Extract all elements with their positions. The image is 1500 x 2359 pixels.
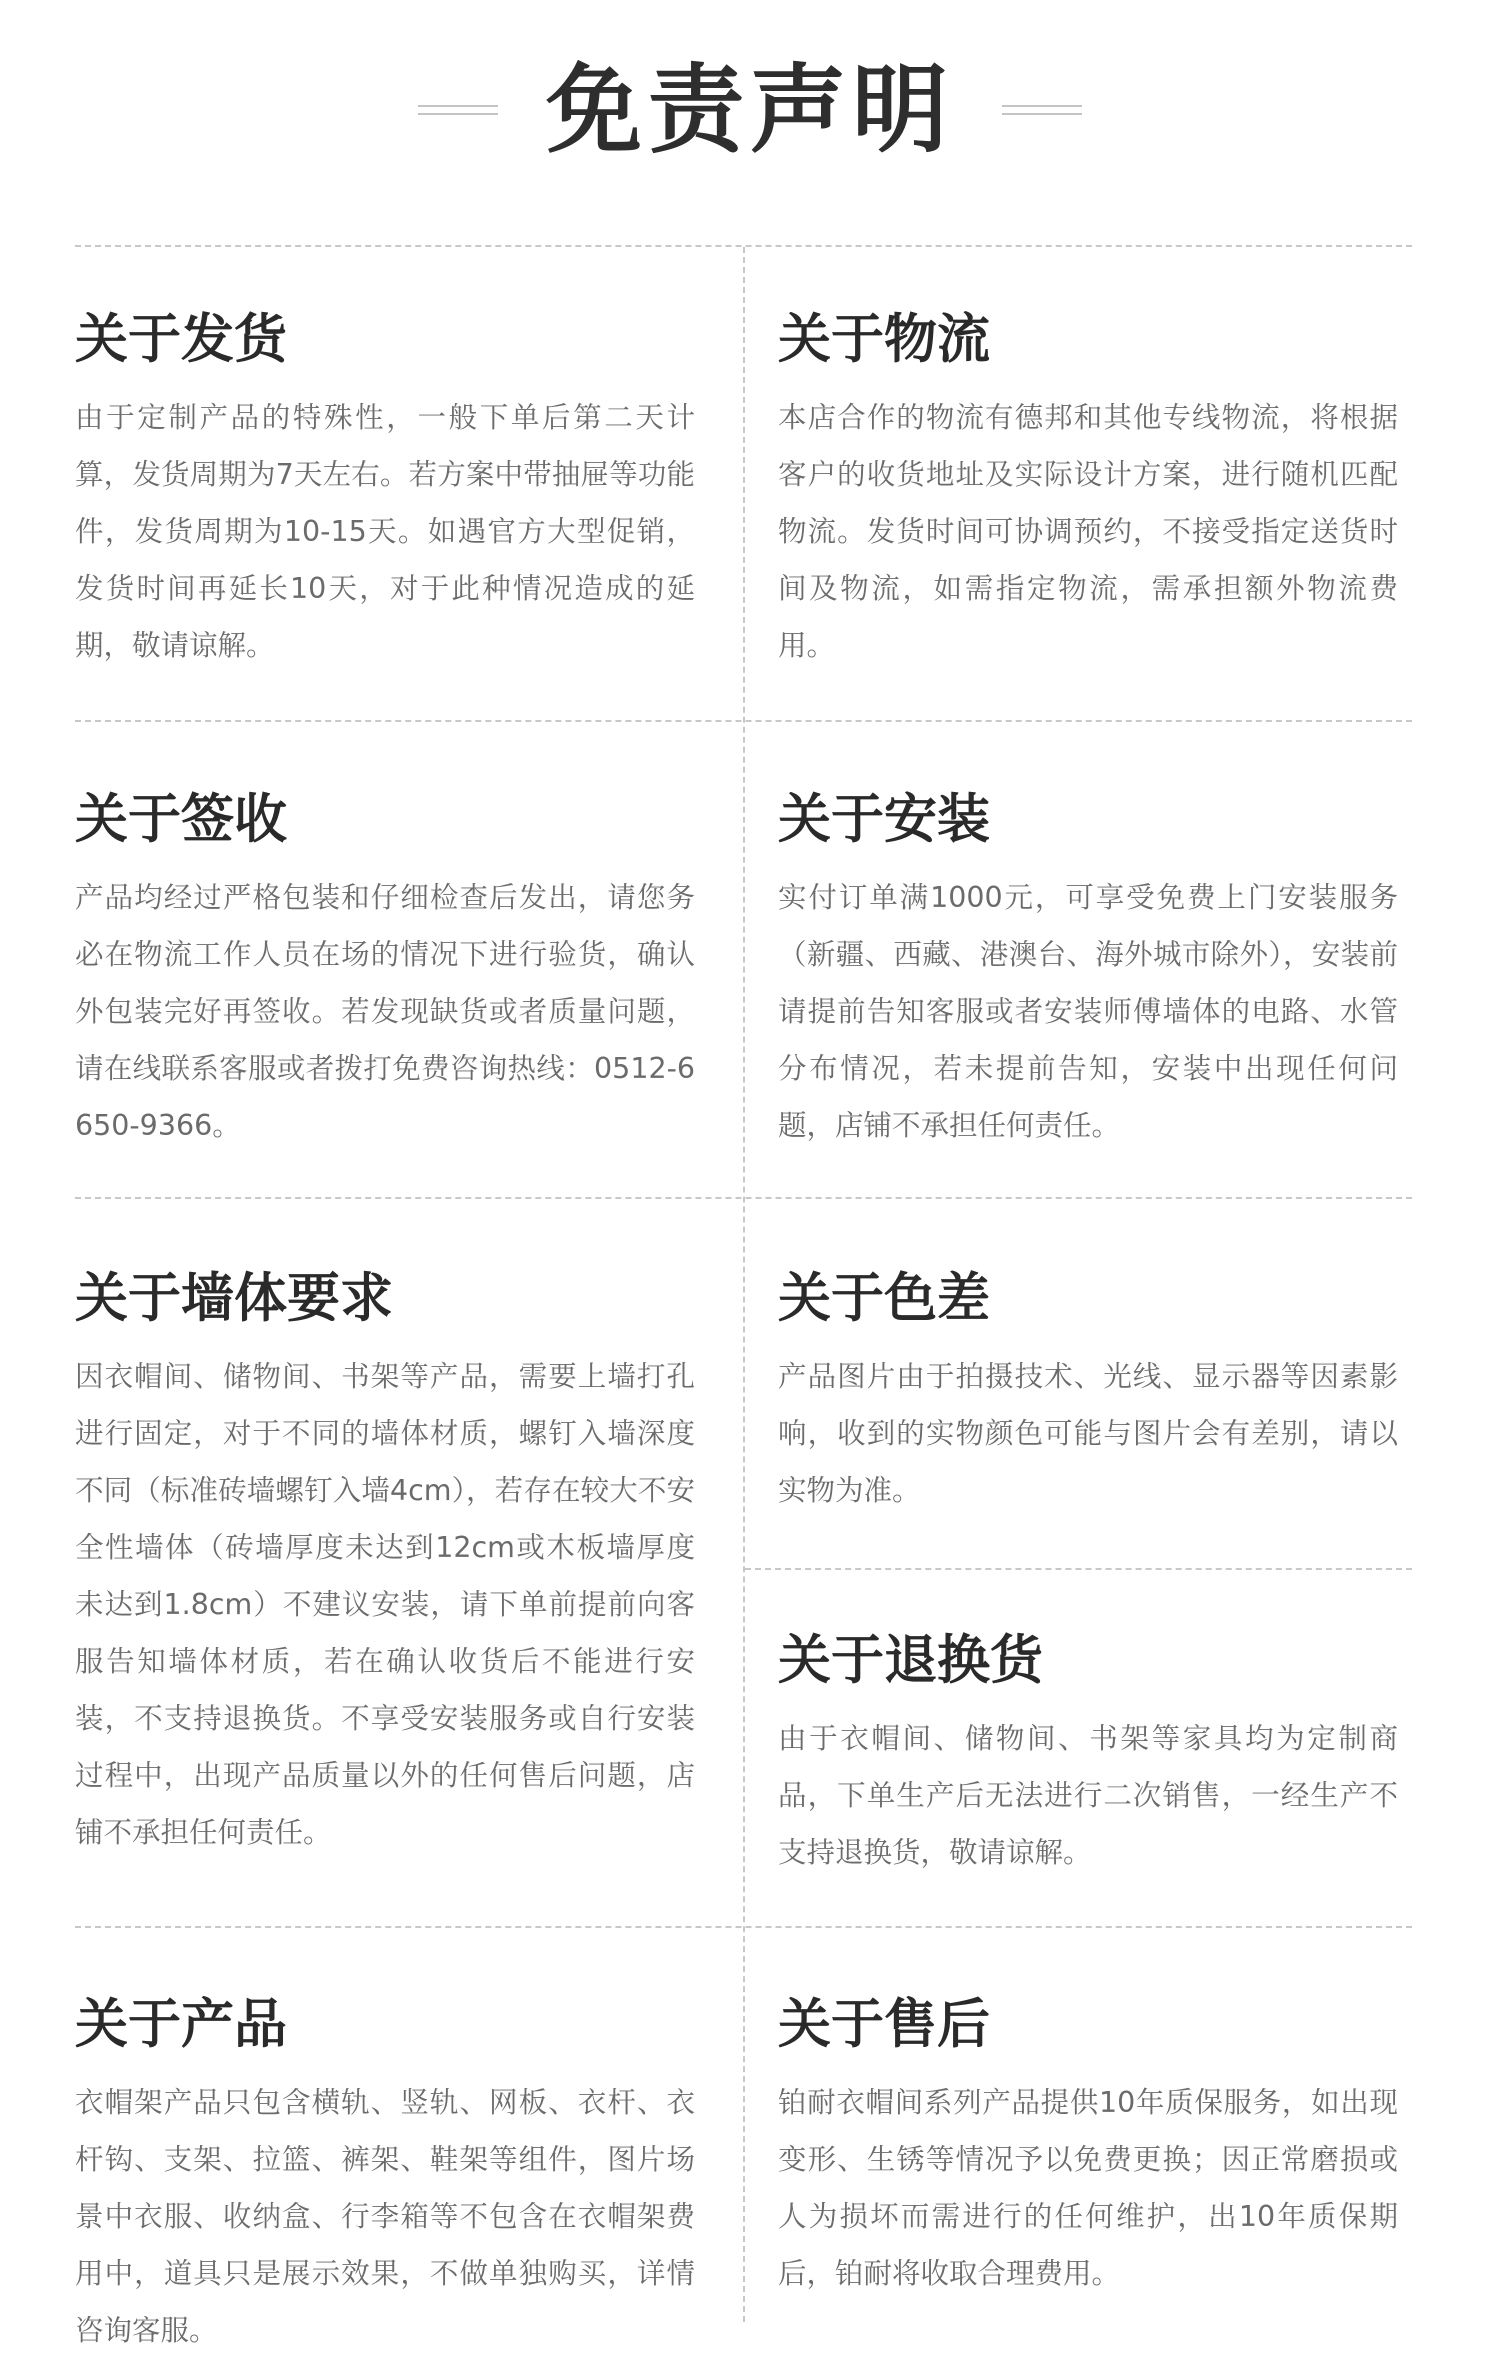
section-body: 因衣帽间、储物间、书架等产品，需要上墙打孔进行固定，对于不同的墙体材质，螺钉入墙深度不同（标准砖墙螺钉入墙4cm），若存在较大不安全性墙体（砖墙厚度未达到12cm或木板墙厚度未达到1.8cm）不建议安装，请下单前提前向客服告知墙体材质，若在确认收货后不能进行安装，不支持退换货。不享受安装服务或自行安装过程中，出现产品质量以外的任何售后问题，店铺不承担任何责任。 (75, 1360, 695, 1849)
section-body: 本店合作的物流有德邦和其他专线物流，将根据客户的收货地址及实际设计方案，进行随机匹配物流。发货时间可协调预约，不接受指定送货时间及物流，如需指定物流，需承担额外物流费用。 (778, 401, 1398, 662)
section-body: 实付订单满1000元，可享受免费上门安装服务（新疆、西藏、港澳台、海外城市除外），安装前请提前告知客服或者安装师傅墙体的电路、水管分布情况，若未提前告知，安装中出现任何问题，店铺不承担任何责任。 (778, 881, 1398, 1142)
section-wall (75, 1266, 695, 1861)
page-title: 免责声明 (546, 54, 954, 166)
section-body: 由于衣帽间、储物间、书架等家具均为定制商品，下单生产后无法进行二次销售，一经生产不支持退换货，敬请谅解。 (778, 1722, 1398, 1869)
section-body: 由于定制产品的特殊性，一般下单后第二天计算，发货周期为7天左右。若方案中带抽屉等功能件，发货周期为10-15天。如遇官方大型促销，发货时间再延长10天，对于此种情况造成的延期，敬请谅解。 (75, 401, 695, 662)
section-heading: 关于墙体要求 (75, 1268, 393, 1329)
section-heading: 关于发货 (75, 309, 287, 370)
section-body: 产品均经过严格包装和仔细检查后发出，请您务必在物流工作人员在场的情况下进行验货，确认外包装完好再签收。若发现缺货或者质量问题，请在线联系客服或者拨打免费咨询热线：0512-6650-9366。 (75, 881, 695, 1142)
section-shipping (75, 307, 695, 674)
section-color (778, 1266, 1398, 1519)
section-body: 铂耐衣帽间系列产品提供10年质保服务，如出现变形、生锈等情况予以免费更换；因正常磨损或人为损坏而需进行的任何维护，出10年质保期后，铂耐将收取合理费用。 (778, 2086, 1398, 2290)
section-heading: 关于安装 (778, 789, 990, 850)
section-heading: 关于色差 (778, 1268, 990, 1329)
divider-right-color (745, 1568, 1412, 1570)
section-product (75, 1992, 695, 2359)
section-heading: 关于产品 (75, 1994, 287, 2055)
page-header (0, 50, 1500, 170)
title-left-decoration (418, 105, 498, 115)
title-right-decoration (1002, 105, 1082, 115)
section-heading: 关于退换货 (778, 1630, 1043, 1691)
section-body: 衣帽架产品只包含横轨、竖轨、网板、衣杆、衣杆钩、支架、拉篮、裤架、鞋架等组件，图片场景中衣服、收纳盒、行李箱等不包含在衣帽架费用中，道具只是展示效果，不做单独购买，详情咨询客服。 (75, 2086, 695, 2347)
section-aftersales (778, 1992, 1398, 2302)
section-heading: 关于签收 (75, 789, 287, 850)
section-receipt (75, 787, 695, 1154)
divider-vertical (743, 247, 745, 2322)
section-returns (778, 1628, 1398, 1881)
section-heading: 关于物流 (778, 309, 990, 370)
section-heading: 关于售后 (778, 1994, 990, 2055)
section-body: 产品图片由于拍摄技术、光线、显示器等因素影响，收到的实物颜色可能与图片会有差别，请以实物为准。 (778, 1360, 1398, 1507)
section-logistics (778, 307, 1398, 674)
section-installation (778, 787, 1398, 1154)
